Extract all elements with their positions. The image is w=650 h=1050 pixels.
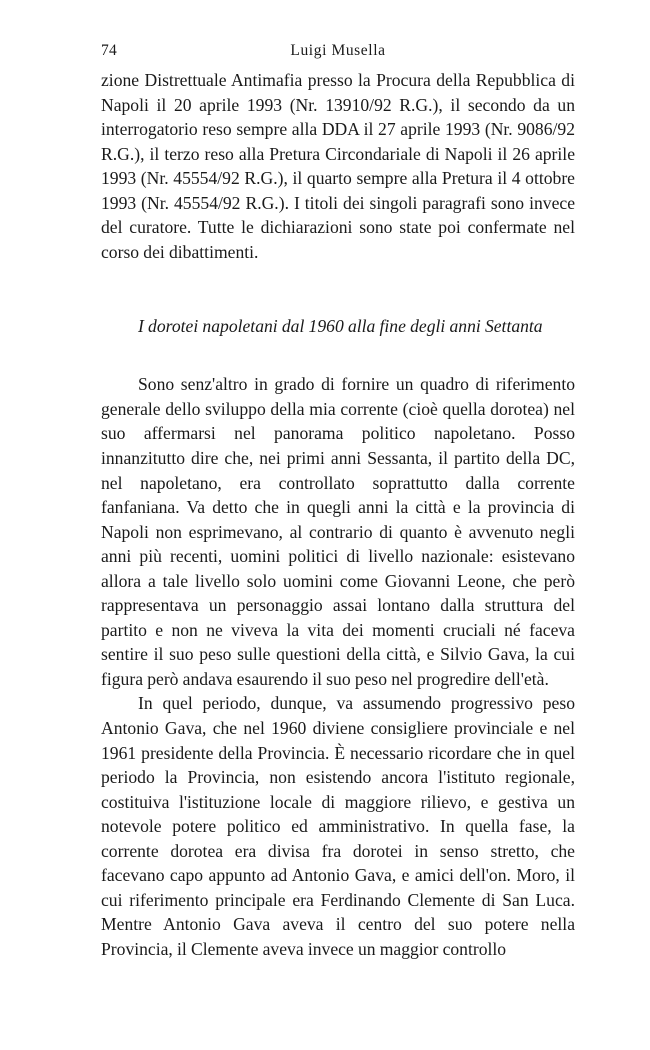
running-head	[101, 42, 575, 68]
body-text	[101, 68, 575, 962]
paragraph-continuation: zione Distrettuale Antimafia presso la Procura della Repubblica di Napoli il 20 aprile 1993 (Nr. 13910/92 R.G.), il secondo da un interrogatorio reso sempre alla DDA il 27 aprile 1993 (Nr. 9086/92 R.G.), il terzo reso alla Pretura Circondariale di Napoli il 26 aprile 1993 (Nr. 45554/92 R.G.), il quarto sempre alla Pretura il 4 ottobre 1993 (Nr. 45554/92 R.G.). I titoli dei singoli paragrafi sono invece del curatore. Tutte le dichiarazioni sono state poi confermate nel corso dei dibattimenti.	[101, 70, 575, 262]
book-page	[101, 42, 575, 962]
paragraph: Sono senz'altro in grado di fornire un quadro di riferimento generale dello sviluppo della mia corrente (cioè quella dorotea) nel suo affermarsi nel panorama politico napoletano. Posso innanzitutto dire che, nei primi anni Sessanta, il partito della DC, nel napoletano, era controllato soprattutto dalla corrente fanfaniana. Va detto che in quegli anni la città e la provincia di Napoli non esprimevano, al contrario di quanto è avvenuto negli anni più recenti, uomini politici di livello nazionale: esistevano allora a tale livello solo uomini come Giovanni Leone, che però rappresentava un personaggio assai lontano dalla struttura del partito e non ne viveva la vita dei momenti cruciali né faceva sentire il suo peso sulle questioni della città, e Silvio Gava, la cui figura però andava esaurendo il suo peso nel progredire dell'età.	[101, 374, 575, 689]
section-heading: I dorotei napoletani dal 1960 alla fine degli anni Settanta	[138, 316, 543, 337]
paragraph: In quel periodo, dunque, va assumendo progressivo peso Antonio Gava, che nel 1960 diviene consigliere provinciale e nel 1961 presidente della Provincia. È necessario ricordare che in quel periodo la Provincia, non esistendo ancora l'istituto regionale, costituiva l'istituzione locale di maggiore rilievo, e gestiva un notevole potere politico ed amministrativo. In quella fase, la corrente dorotea era divisa fra dorotei in senso stretto, che facevano capo appunto ad Antonio Gava, e amici dell'on. Moro, il cui riferimento principale era Ferdinando Clemente di San Luca. Mentre Antonio Gava aveva il centro del suo potere nella Provincia, il Clemente aveva invece un maggior controllo	[101, 693, 575, 959]
running-title: Luigi Musella	[290, 42, 386, 59]
page-number: 74	[101, 42, 117, 59]
